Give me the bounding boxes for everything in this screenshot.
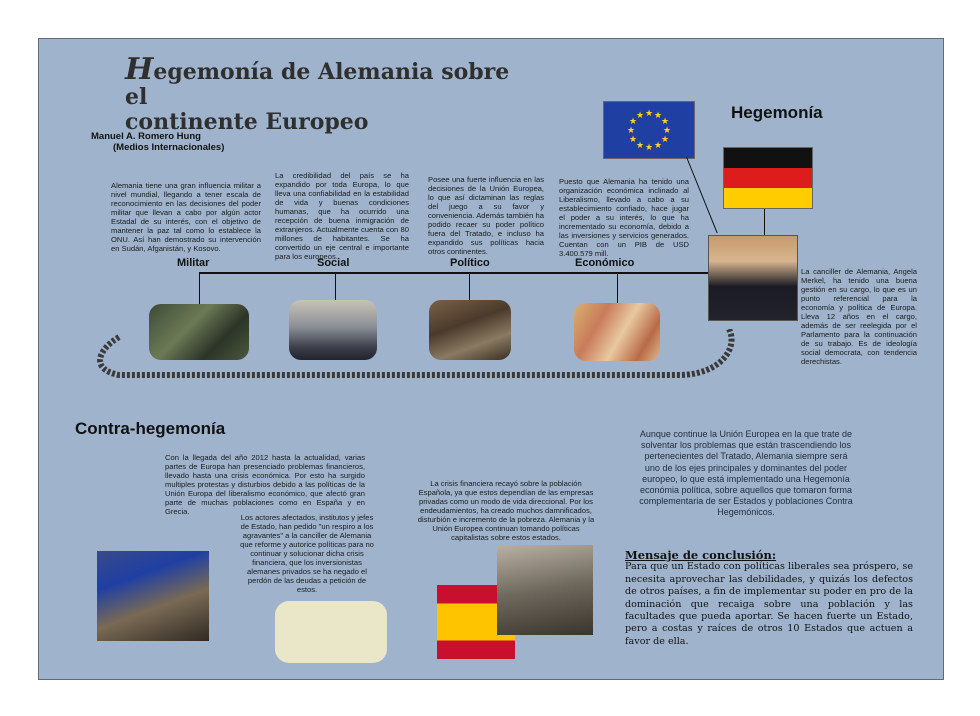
conclusion-block <box>625 549 913 648</box>
author-block <box>91 131 224 153</box>
eu-flag-icon <box>603 101 695 159</box>
crisis-photo <box>497 545 593 635</box>
connector-line <box>764 209 765 235</box>
contra-text-2: Los actores afectados, institutos y jefes de Estado, han pedido "un respiro a los agravantes" a la canciller de Alemania que reforme y autorice políticas para no continuar y solucionar dicha crisis financiera, que los inversionistas alemanes privados se ha negado el perdón de las deudas a petición de estos. <box>240 513 374 594</box>
conclusion-quote: Aunque continue la Unión Europea en la que trate de solventar los problemas que están trascendiendo los pertenecientes del Tratado, Alemania siempre será uno de los ejes principales y dominantes del poder europeo, lo que está implementado una Hegemonía económia política, sobre aquellos que tomaron forma complementaria de ser Estados y poblaciones Contra Hegemónicos. <box>639 429 853 518</box>
hegemonia-heading: Hegemonía <box>731 103 823 122</box>
contra-heading: Contra-hegemonía <box>75 419 226 438</box>
svg-text:★: ★ <box>628 117 638 127</box>
page-title <box>125 52 525 135</box>
timeline-tick <box>617 272 618 304</box>
svg-text:★: ★ <box>644 143 654 153</box>
protest-eu-flag-photo <box>97 551 209 641</box>
author-name: Manuel A. Romero Hung <box>91 131 201 142</box>
svg-text:★: ★ <box>653 141 663 151</box>
category-politico: Político <box>450 257 490 269</box>
svg-text:★: ★ <box>653 111 663 121</box>
merkel-text: La canciller de Alemania, Angela Merkel, ha tenido una buena gestión en su cargo, lo que es un punto referencial para la economía y política de Europa. Lleva 12 años en el cargo, además de ser reelegida por el Parlamento para la continuación de su trabajo. Es de ideología social democrata, con tendencia derechistas. <box>801 267 917 366</box>
svg-text:★: ★ <box>635 111 645 121</box>
title-initial: H <box>125 52 154 87</box>
rope-decoration <box>79 329 739 399</box>
connector-line <box>686 157 718 233</box>
conclusion-body: Para que un Estado con políticas liberales sea próspero, se necesita aprovechar las debilidades, y quizás los defectos de otros países, a fin de implementar su poder en pro de la dominación que recaiga sobre una población y las facultades que pueda aportar. Se hacen fuerte un Estado, pero a costas y raíces de otros 10 Estados que actuen a favor de ella. <box>625 561 913 647</box>
politico-text: Posee una fuerte influencia en las decisiones de la Unión Europea, lo que así dictaminan las reglas del juego a su favor y conveniencia. Además también ha podido recaer su poder político fuera del Tratado, e incluso ha expandido sus políticas hacia otros continentes. <box>428 175 544 256</box>
poster <box>38 38 944 680</box>
svg-text:★: ★ <box>660 117 670 127</box>
category-economico: Económico <box>575 257 635 269</box>
germany-flag-icon <box>723 147 813 209</box>
conclusion-heading: Mensaje de conclusión: <box>625 548 777 562</box>
timeline-line <box>199 272 711 274</box>
svg-text:★: ★ <box>662 126 672 136</box>
category-social: Social <box>317 257 350 269</box>
contra-text-3: La crisis financiera recayó sobre la población Española, ya que estos dependían de las empresas privadas como un modo de vida direccional. Por los endeudamientos, ha creado muchos damnificados, disturbión e incremento de la pobreza. Alemania y la Unión Europea continuan tomando políticas capitalistas sobre estos estados. <box>417 479 595 542</box>
social-text: La credibilidad del país se ha expandido por toda Europa, lo que lleva una confiabilidad en la estabilidad de vida y buenas condiciones humanas, que ha ocurrido una recepción de buena inmigración de extranjeros. Actualmente cuenta con 80 millones de habitantes. Se ha convertido un eje central e importante para los europeos. <box>275 171 409 261</box>
svg-text:★: ★ <box>660 135 670 145</box>
svg-text:★: ★ <box>644 109 654 119</box>
militar-text: Alemania tiene una gran influencia militar a nivel mundial, llegando a tener escala de reconocimiento en las decisiones del poder militar que llevan a cabo por algún actor Estadal de su interés, con el objetivo de mantener la paz tal como lo establece la ONU. Así han demostrado su intervención en Sudán, Afganistán, y Kosovo. <box>111 181 261 253</box>
category-militar: Militar <box>177 257 210 269</box>
cartoon-image <box>275 601 387 663</box>
contra-text-1: Con la llegada del año 2012 hasta la actualidad, varias partes de Europa han presenciado problemas financieros, llevado hasta una crisis económica. Por esto ha surgido multiples protestas y disturbios debido a las políticas de la Unión Europa del liberalismo económico, que afectó gran parte de muchas poblaciones como en España y en Grecia. <box>165 453 365 516</box>
svg-text:★: ★ <box>626 126 636 136</box>
author-affiliation: (Medios Internacionales) <box>113 142 225 153</box>
title-line1: egemonía de Alemania sobre el <box>125 59 510 110</box>
title-line2: continente Europeo <box>125 109 369 135</box>
svg-text:★: ★ <box>628 135 638 145</box>
svg-text:★: ★ <box>635 141 645 151</box>
timeline-tick <box>199 272 200 304</box>
economico-text: Puesto que Alemania ha tenido una organización económica inclinado al Liberalismo, llevado a cabo a su establecimiento confiado, hace jugar el poder a su interés, lo que ha incrementado su economía, debido a las inversiones y servicios generados. Cuentan con un PIB de USD 3.400.579 mill. <box>559 177 689 258</box>
